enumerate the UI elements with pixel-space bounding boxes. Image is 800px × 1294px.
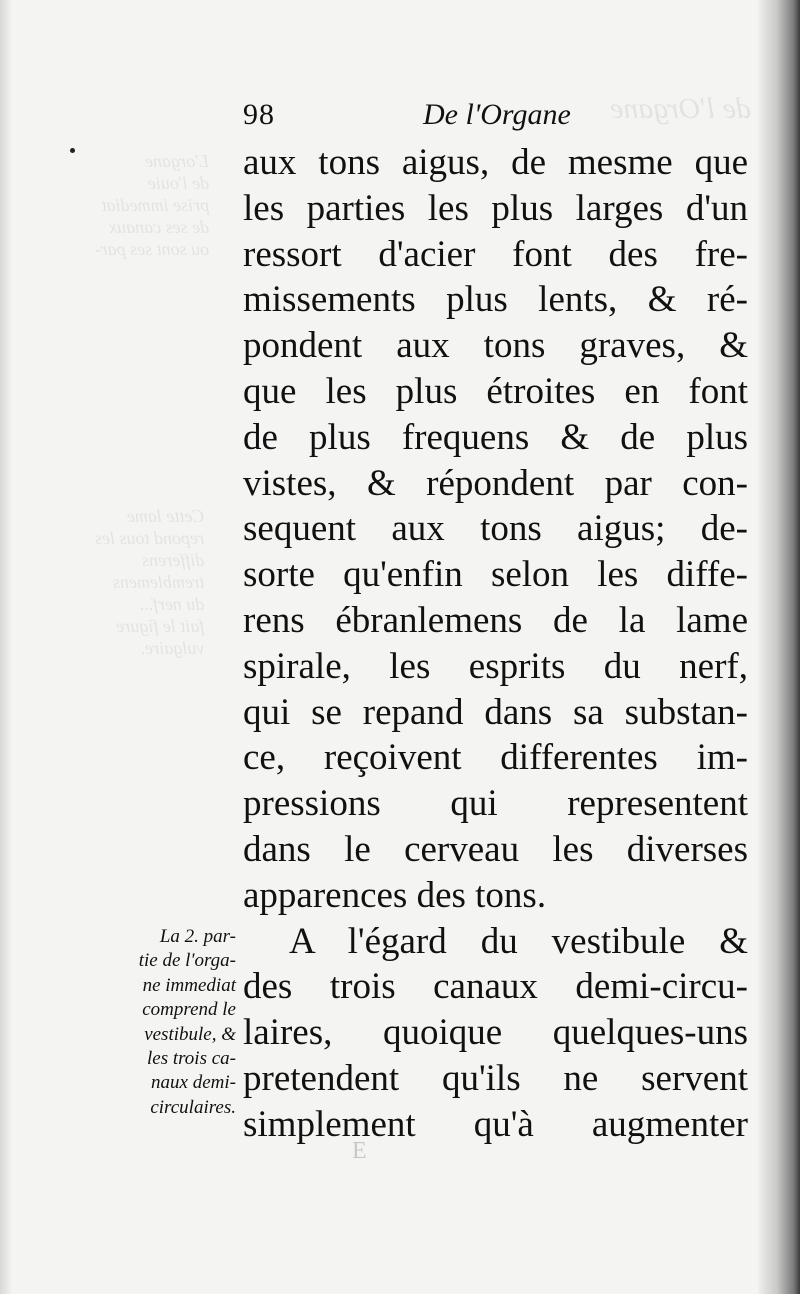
marginal-note-line: La 2. par-	[159, 926, 236, 947]
marginal-note-line: vestibule, &	[144, 1023, 236, 1045]
text-line: des trois canaux demi-circu-	[243, 966, 748, 1008]
marginal-note-line: tie de l'orga-	[138, 950, 236, 972]
text-line: pressions qui representent	[243, 783, 748, 825]
body-text	[243, 140, 748, 1148]
signature-mark: E	[352, 1138, 367, 1164]
text-line: missements plus lents, & ré-	[243, 279, 748, 321]
marginal-note	[86, 925, 236, 1120]
page-number: 98	[243, 98, 275, 131]
marginal-note-line: les trois ca-	[146, 1048, 236, 1070]
text-line: pretendent qu'ils ne servent	[243, 1057, 748, 1099]
text-line: spirale, les esprits du nerf,	[243, 645, 748, 687]
binding-edge	[758, 0, 800, 1294]
text-line: simplement qu'à augmenter	[243, 1103, 748, 1145]
text-line: sorte qu'enfin selon les diffe-	[243, 554, 748, 596]
text-line: que les plus étroites en font	[243, 370, 748, 412]
ink-dot	[70, 148, 75, 153]
marginal-note-line: ne immediat	[142, 974, 236, 996]
text-line: de plus frequens & de plus	[243, 416, 748, 458]
text-line: A l'égard du vestibule &	[289, 920, 748, 962]
text-line: dans le cerveau les diverses	[243, 828, 748, 870]
text-line: vistes, & répondent par con-	[243, 462, 748, 504]
text-line: ce, reçoivent differentes im-	[243, 737, 748, 779]
show-through-text: L'organe de l'ouie prise immediat de ses canaux ou sont ses par-	[95, 151, 210, 259]
text-line: qui se repand dans sa substan-	[243, 691, 748, 733]
text-line: laires, quoique quelques-uns	[243, 1012, 748, 1054]
text-line: les parties les plus larges d'un	[243, 187, 748, 229]
marginal-note-line: comprend le	[142, 999, 236, 1021]
text-line: ressort d'acier font des fre-	[243, 233, 748, 275]
page-edge-shadow	[0, 0, 12, 1294]
running-head	[243, 92, 753, 138]
marginal-note-line: naux demi-	[151, 1072, 236, 1094]
text-line: rens ébranlemens de la lame	[243, 599, 748, 641]
text-line: apparences des tons.	[243, 874, 547, 916]
marginal-note-line: circulaires.	[150, 1096, 236, 1118]
text-line: aux tons aigus, de mesme que	[243, 142, 748, 183]
text-line: sequent aux tons aigus; de-	[243, 508, 748, 550]
running-title: De l'Organe	[423, 98, 571, 131]
show-through-text: de l'Organe	[610, 92, 752, 125]
show-through-text: Cette lame repond tous les differens tremblemens du nerf... fait le figure vulgaire.	[95, 506, 205, 658]
text-line: pondent aux tons graves, &	[243, 325, 748, 367]
